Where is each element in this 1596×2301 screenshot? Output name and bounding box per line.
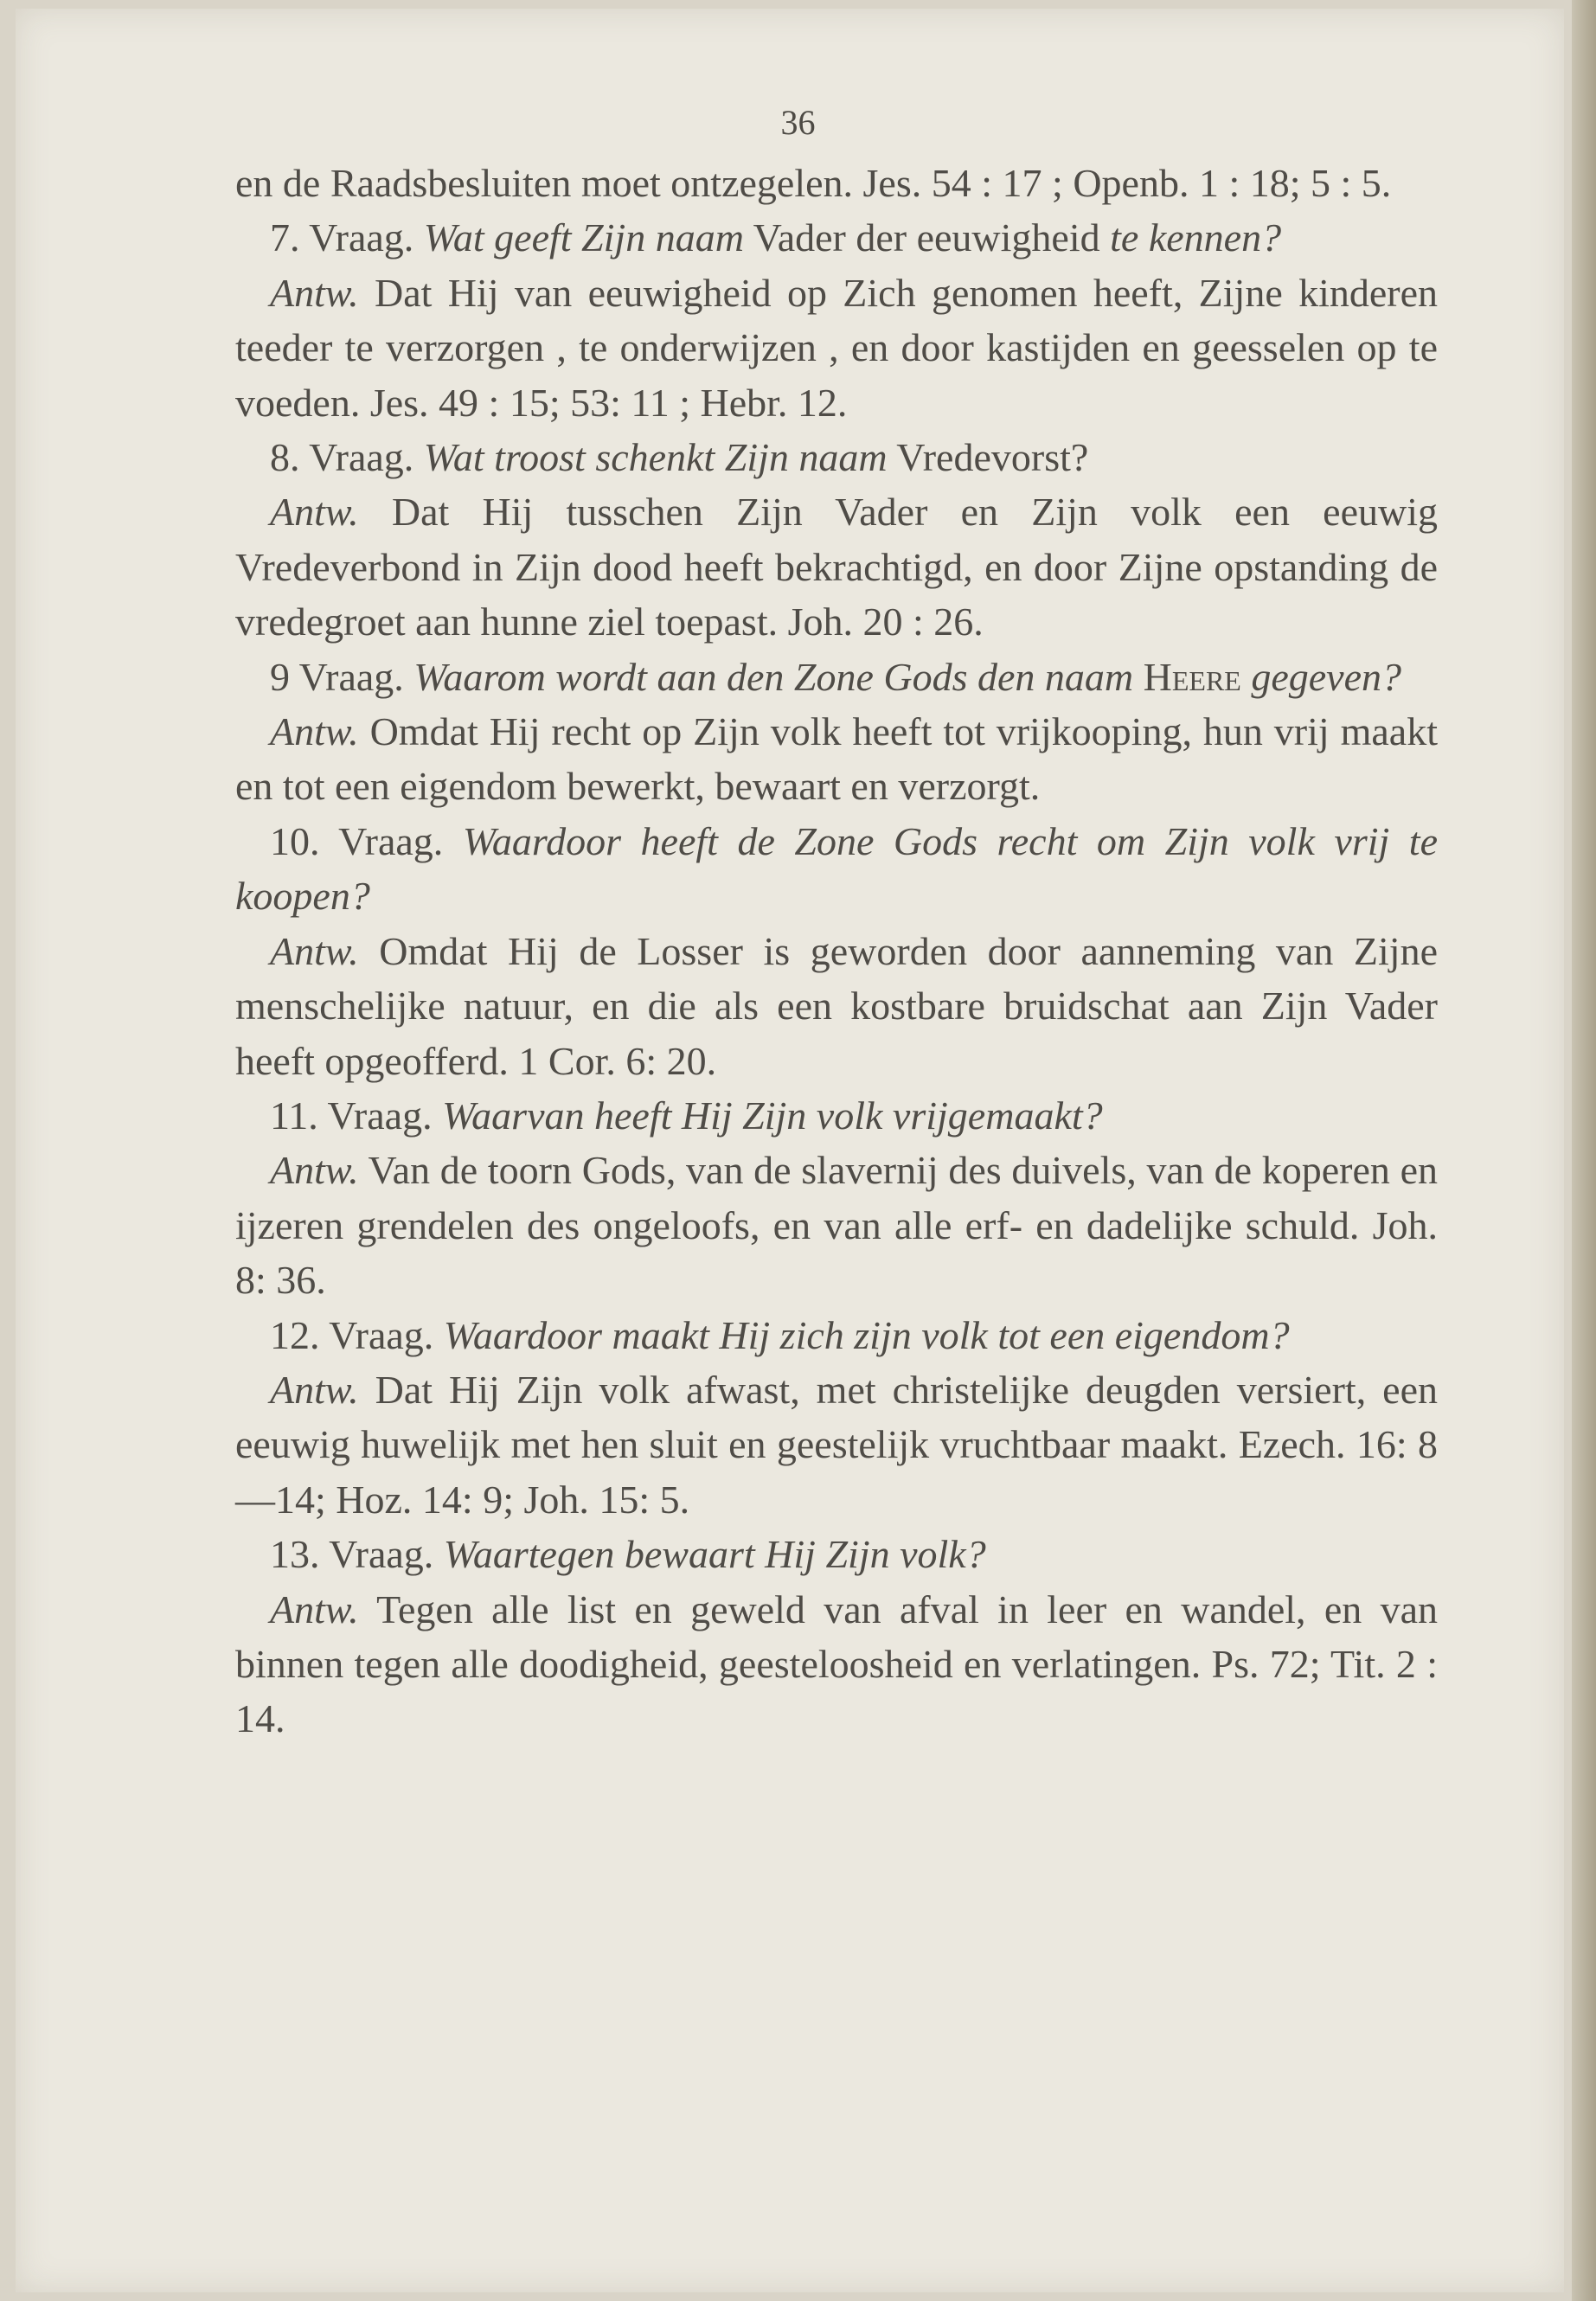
answer-9 xyxy=(235,704,1438,814)
question-text-roman: Vader der eeuwigheid xyxy=(743,215,1111,260)
answer-8 xyxy=(235,484,1438,649)
answer-label: Antw. xyxy=(270,1367,359,1412)
question-text: Waardoor heeft de Zone Gods recht om Zijn volk vrij te koopen? xyxy=(235,818,1438,919)
paragraph-continuation xyxy=(235,156,1438,210)
question-text: Wat troost schenkt Zijn naam xyxy=(423,435,888,480)
question-text-roman: Vredevorst? xyxy=(887,435,1089,480)
page-text xyxy=(235,156,1438,1747)
answer-label: Antw. xyxy=(270,1586,359,1631)
question-text: gegeven? xyxy=(1240,654,1402,699)
question-number: 9 Vraag. xyxy=(270,654,414,699)
answer-12 xyxy=(235,1362,1438,1527)
page-edge xyxy=(1572,0,1596,2301)
question-text: Waardoor maakt Hij zich zijn volk tot een eigendom? xyxy=(443,1312,1290,1357)
answer-text: Omdat Hij de Losser is geworden door aanneming van Zijne menschelijke natuur, en die als een kostbare bruidschat aan Zijn Vader heeft opgeofferd. 1 Cor. 6: 20. xyxy=(235,928,1438,1083)
question-text: Waartegen bewaart Hij Zijn volk? xyxy=(443,1532,986,1577)
question-number: 12. Vraag. xyxy=(270,1312,444,1357)
question-number: 7. Vraag. xyxy=(270,215,424,260)
answer-13 xyxy=(235,1582,1438,1747)
question-10 xyxy=(235,814,1438,924)
page-number: 36 xyxy=(780,103,816,142)
text-run: en de Raadsbesluiten moet ontzegelen. Jes. 54 : 17 ; Openb. 1 : 18; 5 : 5. xyxy=(235,161,1392,205)
question-7 xyxy=(235,210,1438,265)
answer-text: Dat Hij Zijn volk afwast, met christelijke deugden versiert, een eeuwig huwelijk met hen sluit en geestelijk vruchtbaar maakt. Ezech. 16: 8—14; Hoz. 14: 9; Joh. 15: 5. xyxy=(235,1367,1438,1522)
answer-label: Antw. xyxy=(270,928,359,973)
question-12 xyxy=(235,1308,1438,1362)
answer-text: Omdat Hij recht op Zijn volk heeft tot vrijkooping, hun vrij maakt en tot een eigendom bewerkt, bewaart en verzorgt. xyxy=(235,709,1438,809)
answer-label: Antw. xyxy=(270,709,359,754)
question-text: te kennen? xyxy=(1110,215,1282,260)
answer-11 xyxy=(235,1143,1438,1307)
question-text-smallcaps: Heere xyxy=(1143,654,1241,699)
question-text: Waarvan heeft Hij Zijn volk vrijgemaakt? xyxy=(442,1093,1103,1138)
question-11 xyxy=(235,1088,1438,1143)
question-text: Wat geeft Zijn naam xyxy=(423,215,744,260)
question-number: 13. Vraag. xyxy=(270,1532,444,1577)
question-text: Waarom wordt aan den Zone Gods den naam xyxy=(413,654,1144,699)
question-8 xyxy=(235,430,1438,484)
answer-label: Antw. xyxy=(270,1148,359,1193)
question-number: 8. Vraag. xyxy=(270,435,424,480)
question-9 xyxy=(235,650,1438,704)
answer-10 xyxy=(235,924,1438,1088)
answer-text: Dat Hij tusschen Zijn Vader en Zijn volk een eeuwig Vredeverbond in Zijn dood heeft bekrachtigd, en door Zijne opstanding de vredegroet aan hunne ziel toepast. Joh. 20 : 26. xyxy=(235,490,1438,644)
question-13 xyxy=(235,1527,1438,1581)
answer-text: Van de toorn Gods, van de slavernij des duivels, van de koperen en ijzeren grendelen des ongeloofs, en van alle erf- en dadelijke schuld. Joh. 8: 36. xyxy=(235,1148,1438,1303)
answer-label: Antw. xyxy=(270,490,359,535)
answer-text: Tegen alle list en geweld van afval in leer en wandel, en van binnen tegen alle doodigheid, geesteloosheid en verlatingen. Ps. 72; Tit. 2 : 14. xyxy=(235,1586,1438,1741)
question-number: 10. Vraag. xyxy=(270,818,463,863)
answer-text: Dat Hij van eeuwigheid op Zich genomen heeft, Zijne kinderen teeder te verzorgen , te onderwijzen , en door kastijden en geesselen op te voeden. Jes. 49 : 15; 53: 11 ; Hebr. 12. xyxy=(235,270,1438,425)
answer-label: Antw. xyxy=(270,270,359,315)
question-number: 11. Vraag. xyxy=(270,1093,443,1138)
answer-7 xyxy=(235,266,1438,430)
